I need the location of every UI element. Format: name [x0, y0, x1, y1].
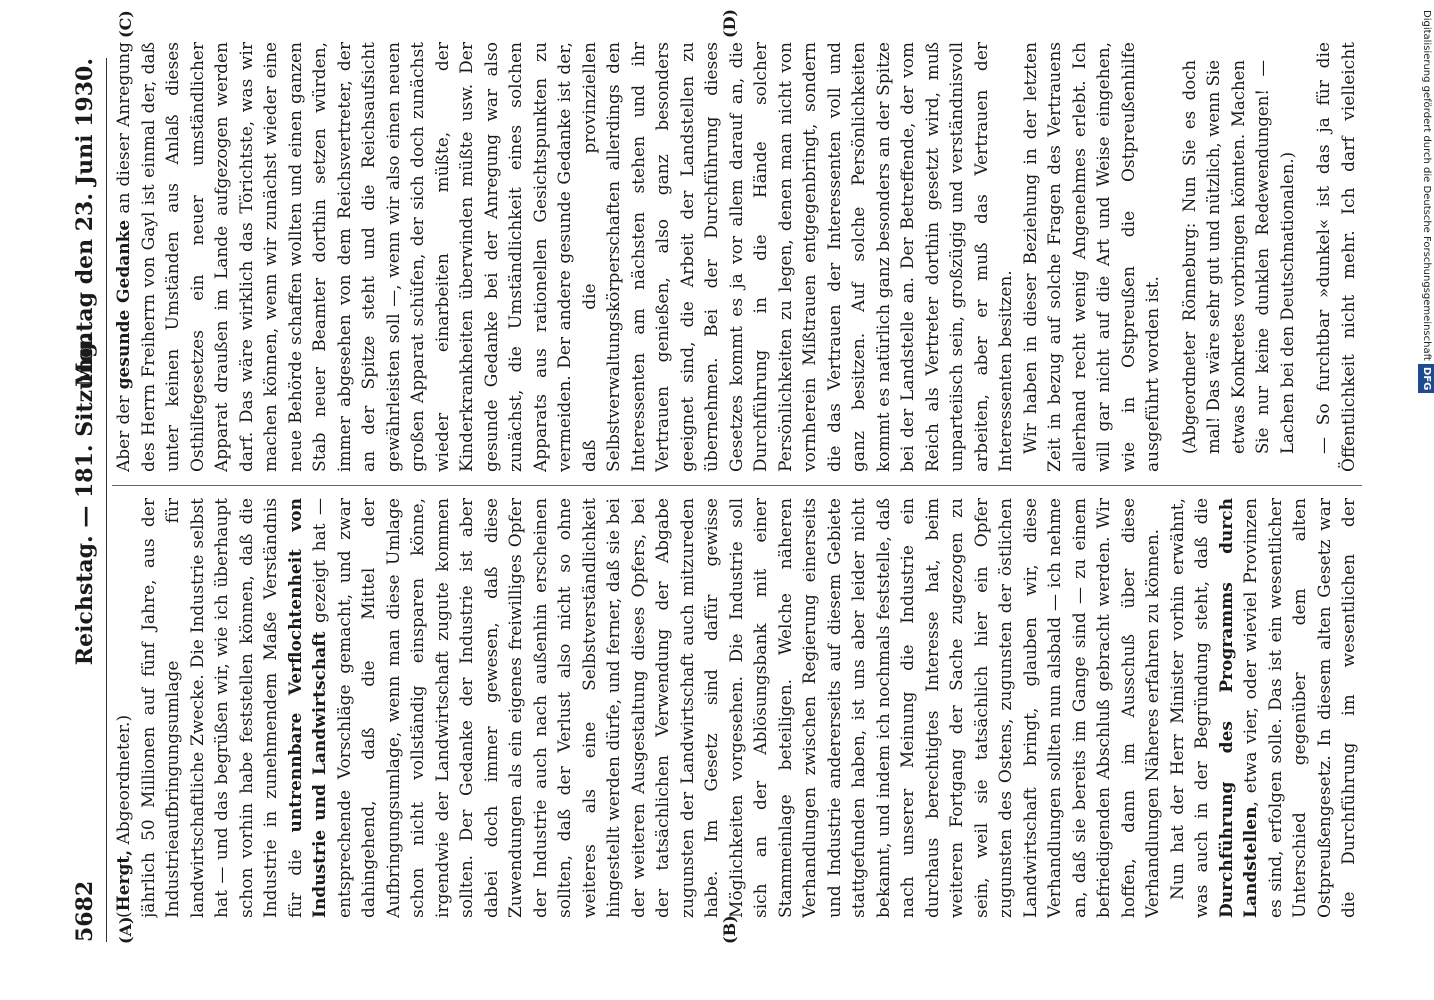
- dfg-logo: DFG: [1418, 364, 1434, 393]
- margin-marker-a: (A): [116, 916, 135, 944]
- session-date: Montag den 23. Juni 1930.: [72, 58, 98, 387]
- right-column: [112, 42, 1362, 472]
- speaker-line: [112, 498, 137, 918]
- header-rule: [106, 58, 107, 942]
- left-paragraph-2: Nun hat der Herr Minister vorhin erwähnt, was auch in der Begründung steht, daß die Durchführung des Programms durch Landstellen, etwa vier, oder wieviel Provinzen es sind, erfolgen solle. Das ist ein wesentlicher Unterschied gegenüber dem alten Ostpreußengesetz. In diesem alten Gesetz war die Durchführung im wesentlichen der: [1167, 498, 1359, 918]
- dfg-watermark-text: Digitalisierung gefördert durch die Deutsche Forschungsgemeinschaft: [1421, 10, 1432, 361]
- dfg-watermark: [1418, 10, 1434, 990]
- right-paragraph-2: Wir haben in dieser Beziehung in der letzten Zeit in bezug auf solche Fragen des Vertrauens allerhand recht wenig Angenehmes erlebt. Ich will gar nicht auf die Art und Weise eingehen, wie in Ostpreußen die Ostpreußenhilfe ausgeführt worden ist.: [1020, 42, 1163, 472]
- right-interjection-1: (Abgeordneter Rönneburg: Nun Sie es doch mal! Das wäre sehr gut und nützlich, wenn Sie etwas Konkretes vorbringen könnten. Machen Sie nur keine dunklen Redewendungen! — Lachen bei den Deutschnationalen.): [1179, 60, 1297, 454]
- margin-marker-d: (D): [720, 8, 739, 38]
- speaker-prefix: (: [114, 911, 134, 918]
- speaker-name: Hergt,: [114, 849, 134, 912]
- left-column: [112, 498, 1362, 918]
- right-paragraph-3: — So furchtbar »dunkel« ist das ja für die Öffentlichkeit nicht mehr. Ich darf vielleicht: [1314, 42, 1359, 472]
- speaker-role: Abgeordneter.): [114, 714, 134, 845]
- column-divider: [112, 485, 1362, 486]
- page-number: 5682: [72, 880, 98, 942]
- page-header: [72, 58, 106, 942]
- left-paragraph-1: jährlich 50 Millionen auf fünf Jahre, aus der Industrieaufbringungsumlage für landwirtschaftliche Zwecke. Die Industrie selbst hat — und das begrüßen wir, wie ich überhaupt schon vorhin habe feststellen können, daß die Industrie in zunehmendem Maße Verständnis für die untrennbare Verflochtenheit von Industrie und Landwirtschaft gezeigt hat — entsprechende Vorschläge gemacht, und zwar dahingehend, daß die Mittel der Aufbringungsumlage, wenn man diese Umlage schon nicht vollständig einsparen könne, irgendwie der Landwirtschaft zugute kommen sollten. Der Gedanke der Industrie ist aber dabei doch immer gewesen, daß diese Zuwendungen als ein eigenes freiwilliges Opfer der Industrie auch nach außenhin erscheinen sollten, daß der Verlust also nicht so ohne weiteres als eine Selbstverständlichkeit hingestellt werden dürfe, und ferner, daß sie bei der weiteren Ausgestaltung dieses Opfers, bei der tatsächlichen Verwendung der Abgabe zugunsten der Landwirtschaft auch mitzureden habe. Im Gesetz sind dafür gewisse Möglichkeiten vorgesehen. Die Industrie soll sich an der Ablösungsbank mit einer Stammeinlage beteiligen. Welche näheren Verhandlungen zwischen Regierung einerseits und Industrie andererseits auf diesem Gebiete stattgefunden haben, ist uns aber leider nicht bekannt, und indem ich nochmals feststelle, daß nach unserer Meinung die Industrie ein durchaus berechtigtes Interesse hat, beim weiteren Fortgang der Sache zugezogen zu sein, weil sie tatsächlich hier ein Opfer zugunsten des Ostens, zugunsten der östlichen Landwirtschaft bringt, glauben wir, diese Verhandlungen sollten nun alsbald — ich nehme an, daß sie bereits im Gange sind — zu einem befriedigenden Abschluß gebracht werden. Wir hoffen, dann im Ausschuß über diese Verhandlungen Näheres erfahren zu können.: [138, 498, 1163, 918]
- session-title: Reichstag. — 181. Sitzung.: [72, 334, 98, 666]
- margin-marker-c: (C): [116, 10, 135, 38]
- right-paragraph-1: Aber der gesunde Gedanke an dieser Anregung des Herrn Freiherrn von Gayl ist einmal der, daß unter keinen Umständen aus Anlaß dieses Osthilfegesetzes ein neuer umständlicher Apparat draußen im Lande aufgezogen werden darf. Das wäre wirklich das Törichtste, was wir machen können, wenn wir zunächst wieder eine neue Behörde schaffen wollten und einen ganzen Stab neuer Beamter dorthin setzen würden, immer abgesehen von dem Reichsvertreter, der an der Spitze steht und die Reichsaufsicht gewährleisten soll —, wenn wir also einen neuen großen Apparat schüfen, der sich doch zunächst wieder einarbeiten müßte, der Kinderkrankheiten überwinden müßte usw. Der gesunde Gedanke bei der Anregung war also zunächst, die Umständlichkeit eines solchen Apparats aus rationellen Gesichtspunkten zu vermeiden. Der andere gesunde Gedanke ist der, daß die provinziellen Selbstverwaltungskörperschaften allerdings den Interessenten am nächsten stehen und ihr Vertrauen genießen, also ganz besonders geeignet sind, die Arbeit der Landstellen zu übernehmen. Bei der Durchführung dieses Gesetzes kommt es ja vor allem darauf an, die Durchführung in die Hände solcher Persönlichkeiten zu legen, denen man nicht von vornherein Mißtrauen entgegenbringt, sondern die das Vertrauen der Interessenten voll und ganz besitzen. Auf solche Persönlichkeiten kommt es natürlich ganz besonders an der Spitze bei der Landstelle an. Der Betreffende, der vom Reich als Vertreter dorthin gesetzt wird, muß unparteiisch sein, großzügig und verständnisvoll arbeiten, aber er muß das Vertrauen der Interessenten besitzen.: [114, 42, 1016, 472]
- margin-marker-b: (B): [720, 915, 739, 944]
